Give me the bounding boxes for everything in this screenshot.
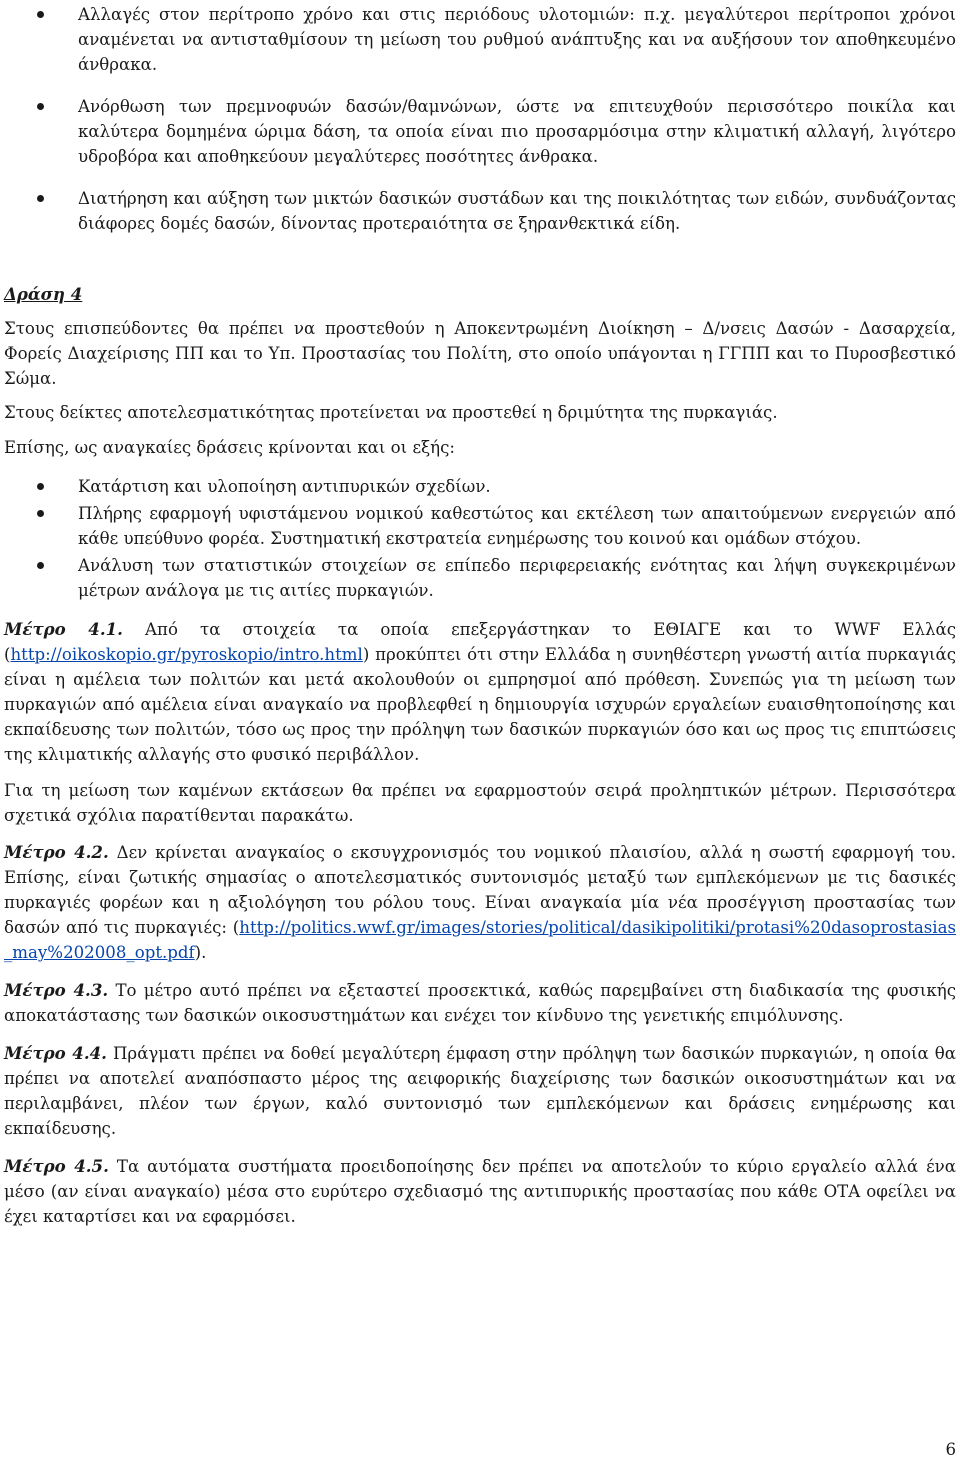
bullet-icon	[37, 195, 44, 202]
bullet-icon	[37, 510, 44, 517]
measure-4-2: Μέτρο 4.2. Δεν κρίνεται αναγκαίος ο εκσυγχρονισμός του νομικού πλαισίου, αλλά η σωστή εφαρμογή του. Επίσης, είναι ζωτικής σημασίας ο αποτελεσματικός συντονισμός μεταξύ των εμπλεκόμενων με τις δασικές πυρκαγιές φορέων και η αξιολόγηση του ρόλου τους. Είναι αναγκαία μία νέα προσέγγιση προστασίας των δασών από τις πυρκαγιές: (http://politics.wwf.gr/images/stories/political/dasikipolitiki/protasi%20dasoprostasias_may%202008_opt.pdf).	[4, 842, 956, 962]
page-number: 6	[945, 1440, 956, 1459]
list-item: Ανόρθωση των πρεμνοφυών δασών/θαμνώνων, ώστε να επιτευχθούν περισσότερο ποικίλα και καλύτερα δομημένα ώριμα δάση, τα οποία είναι πιο προσαρμόσιμα στην κλιματική αλλαγή, λιγότερο υδροβόρα και αποθηκεύουν μεγαλύτερες ποσότητες άνθρακα.	[4, 94, 956, 169]
document-page	[4, 0, 956, 1229]
list-item: Αλλαγές στον περίτροπο χρόνο και στις περιόδους υλοτομιών: π.χ. μεγαλύτεροι περίτροποι χρόνοι αναμένεται να αντισταθμίσουν τη μείωση του ρυθμού ανάπτυξης και να αυξήσουν τον αποθηκευμένο άνθρακα.	[4, 2, 956, 77]
oikoskopio-link[interactable]: http://oikoskopio.gr/pyroskopio/intro.html	[10, 645, 363, 664]
measure-4-5: Μέτρο 4.5. Τα αυτόματα συστήματα προειδοποίησης δεν πρέπει να αποτελούν το κύριο εργαλείο αλλά ένα μέσο (αν είναι αναγκαίο) μέσα στο ευρύτερο σχεδιασμό της αντιπυρικής προστασίας που κάθε ΟΤΑ οφείλει να έχει καταρτίσει και να εφαρμόσει.	[4, 1156, 956, 1226]
measure-label: Μέτρο 4.5.	[4, 1156, 109, 1176]
bullet-list-actions	[4, 474, 956, 603]
measure-4-1: Μέτρο 4.1. Από τα στοιχεία τα οποία επεξεργάστηκαν το ΕΘΙΑΓΕ και το WWF Ελλάς (http://oikoskopio.gr/pyroskopio/intro.html) προκύπτει ότι στην Ελλάδα η συνηθέστερη γνωστή αιτία πυρκαγιάς είναι η αμέλεια των πολιτών και μετά ακολουθούν οι εμπρησμοί από πρόθεση. Συνεπώς για τη μείωση των πυρκαγιών από αμέλεια είναι αναγκαίο να προβλεφθεί η δημιουργία ισχυρών εργαλείων ευαισθητοποίησης και εκπαίδευσης των πολιτών, τόσο ως προς την πρόληψη των δασικών πυρκαγιών όσο και ως προς τις επιπτώσεις της κλιματικής αλλαγής στο φυσικό περιβάλλον.	[4, 619, 956, 764]
paragraph-stakeholders: Στους επισπεύδοντες θα πρέπει να προστεθούν η Αποκεντρωμένη Διοίκηση – Δ/νσεις Δασών - Δασαρχεία, Φορείς Διαχείρισης ΠΠ και το Υπ. Προστασίας του Πολίτη, στο οποίο υπάγονται η ΓΓΠΠ και το Πυροσβεστικό Σώμα.	[4, 319, 956, 388]
measure-4-3: Μέτρο 4.3. Το μέτρο αυτό πρέπει να εξεταστεί προσεκτικά, καθώς παρεμβαίνει στη διαδικασία της φυσικής αποκατάστασης των δασικών οικοσυστημάτων και ενέχει τον κίνδυνο της γενετικής επιμόλυνσης.	[4, 980, 956, 1025]
list-item: Πλήρης εφαρμογή υφιστάμενου νομικού καθεστώτος και εκτέλεση των απαιτούμενων ενεργειών από κάθε υπεύθυνο φορέα. Συστηματική εκστρατεία ενημέρωσης του κοινού και ομάδων στόχου.	[4, 501, 956, 551]
measure-label: Μέτρο 4.1.	[4, 619, 123, 639]
measure-4-4: Μέτρο 4.4. Πράγματι πρέπει να δοθεί μεγαλύτερη έμφαση στην πρόληψη των δασικών πυρκαγιών, η οποία θα πρέπει να αποτελεί αναπόσπαστο μέρος της αειφορικής διαχείρισης των δασικών οικοσυστημάτων και να περιλαμβάνει, πλέον των έργων, καλό συντονισμό των εμπλεκόμενων και δράσεις ενημέρωσης και εκπαίδευσης.	[4, 1043, 956, 1138]
measure-label: Μέτρο 4.2.	[4, 842, 109, 862]
paragraph-indicators: Στους δείκτες αποτελεσματικότητας προτείνεται να προστεθεί η δριμύτητα της πυρκαγιάς.	[4, 403, 778, 422]
bullet-icon	[37, 103, 44, 110]
bullet-icon	[37, 483, 44, 490]
paragraph-actions-intro: Επίσης, ως αναγκαίες δράσεις κρίνονται και οι εξής:	[4, 438, 456, 457]
bullet-icon	[37, 562, 44, 569]
bullet-icon	[37, 11, 44, 18]
measure-label: Μέτρο 4.3.	[4, 980, 109, 1000]
list-item: Κατάρτιση και υλοποίηση αντιπυρικών σχεδίων.	[4, 474, 956, 499]
section-heading: Δράση 4	[4, 284, 83, 304]
bullet-list-forest-management	[4, 2, 956, 236]
list-item: Ανάλυση των στατιστικών στοιχείων σε επίπεδο περιφερειακής ενότητας και λήψη συγκεκριμένων μέτρων ανάλογα με τις αιτίες πυρκαγιών.	[4, 553, 956, 603]
measure-label: Μέτρο 4.4.	[4, 1043, 107, 1063]
list-item: Διατήρηση και αύξηση των μικτών δασικών συστάδων και της ποικιλότητας των ειδών, συνδυάζοντας διάφορες δομές δασών, δίνοντας προτεραιότητα σε ξηρανθεκτικά είδη.	[4, 186, 956, 236]
wwf-policy-link[interactable]: http://politics.wwf.gr/images/stories/political/dasikipolitiki/protasi%20dasoprostasias_may%202008_opt.pdf	[4, 918, 956, 962]
paragraph-burned-areas: Για τη μείωση των καμένων εκτάσεων θα πρέπει να εφαρμοστούν σειρά προληπτικών μέτρων. Περισσότερα σχετικά σχόλια παρατίθενται παρακάτω.	[4, 781, 956, 825]
